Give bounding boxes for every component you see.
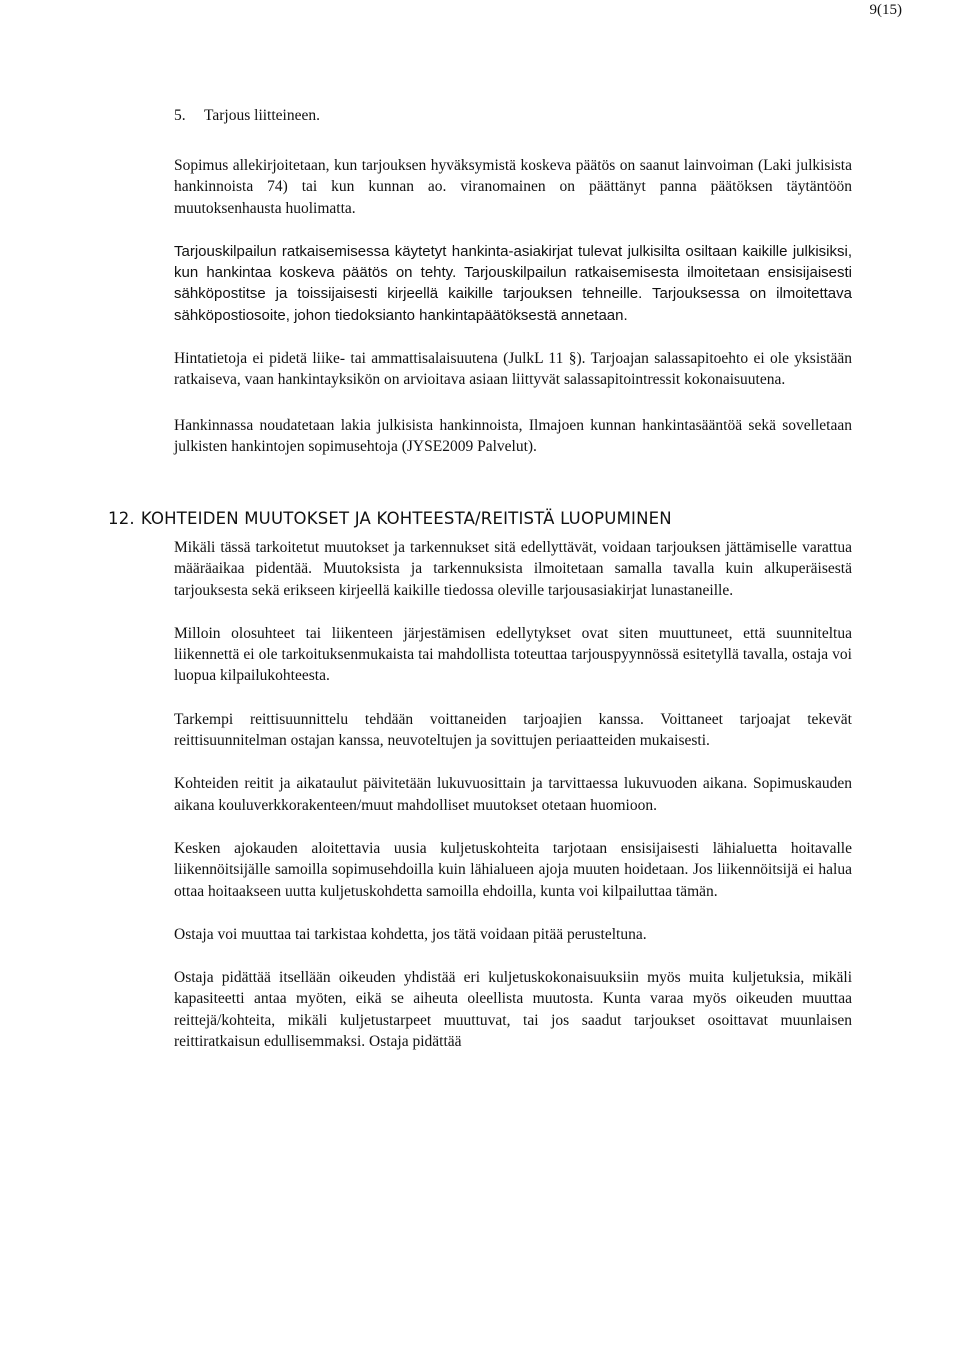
paragraph-price-confidentiality: Hintatietoja ei pidetä liike- tai ammattisalaisuutena (JulkL 11 §). Tarjoajan salassapitoehto ei ole yksistään ratkaiseva, vaan hankintayksikön on arvioitava asiaan liittyvät salassapitointressit kokonaisuutena. xyxy=(174,350,852,389)
paragraph-route-planning: Tarkempi reittisuunnittelu tehdään voittaneiden tarjoajien kanssa. Voittaneet tarjoajat tekevät reittisuunnitelman ostajan kanssa, neuvoteltujen ja sovittujen periaatteiden mukaisesti. xyxy=(174,710,852,750)
paragraph-buyer-changes: Ostaja voi muuttaa tai tarkistaa kohdetta, jos tätä voidaan pitää perusteltuna. xyxy=(174,925,647,943)
paragraph-schedule-updates: Kohteiden reitit ja aikataulut päivitetään lukuvuosittain ja tarvittaessa lukuvuoden aikana. Sopimuskauden aikana kouluverkkorakenteen/muut mahdolliset muutokset otetaan huomioon. xyxy=(174,775,852,814)
section-title: KOHTEIDEN MUUTOKSET JA KOHTEESTA/REITISTÄ LUOPUMINEN xyxy=(140,509,672,528)
page-number: 9(15) xyxy=(869,2,902,18)
section-number: 12. xyxy=(108,509,135,528)
section-body xyxy=(174,537,852,1052)
list-item-number: 5. xyxy=(174,107,186,124)
paragraph-contract-signing: Sopimus allekirjoitetaan, kun tarjouksen hyväksymistä koskeva päätös on saanut lainvoiman (Laki julkisista hankinnoista 74) tai kun kunnan ao. viranomainen on päättänyt panna päätöksen täytäntöön muutoksenhausta huolimatta. xyxy=(174,157,852,217)
paragraph-procurement-documents: Tarjouskilpailun ratkaisemisessa käytetyt hankinta-asiakirjat tulevat julkisilta osiltaan kaikille julkisiksi, kun hankintaa koskeva päätös on tehty. Tarjouskilpailun ratkaisemisesta ilmoitetaan ensisijaisesti sähköpostitse ja toissijaisesti kirjeellä kaikille tarjouksen tehneille. Tarjouksessa on ilmoitettava sähköpostiosoite, johon tiedoksianto hankintapäätöksestä annetaan. xyxy=(174,242,852,324)
paragraph-buyer-rights: Ostaja pidättää itsellään oikeuden yhdistää eri kuljetuskokonaisuuksiin myös muita kuljetuksia, mikäli kapasiteetti antaa myöten, eikä se aiheuta oleellista muutosta. Kunta varaa myös oikeuden muuttaa reittejä/kohteita, mikäli kuljetustarpeet muuttuvat, tai jos saadut tarjoukset osoittavat muunlaisen reittiratkaisun edullisemmaksi. Ostaja pidättää xyxy=(174,969,852,1051)
paragraph-applicable-law: Hankinnassa noudatetaan lakia julkisista hankinnoista, Ilmajoen kunnan hankintasääntöä sekä sovelletaan julkisten hankintojen sopimusehtoja (JYSE2009 Palvelut). xyxy=(174,416,852,455)
paragraph-abandon-route: Milloin olosuhteet tai liikenteen järjestämisen edellytykset ovat siten muuttuneet, että suunniteltua liikennettä ei ole tarkoituksenmukaista tai mahdollista toteuttaa tarjouspyynnössä esitetyllä tavalla, ostaja voi luopua kilpailukohteesta. xyxy=(174,624,852,685)
document-body-top xyxy=(174,105,852,457)
paragraph-new-routes: Kesken ajokauden aloitettavia uusia kuljetuskohteita tarjotaan ensisijaisesti lähialuetta hoitavalle liikennöitsijälle samoilla sopimusehdoilla kuin lähialueen ajoja muuten hoidetaan. Jos liikennöitsijä ei halua ottaa hoitaakseen uutta kuljetuskohdetta samoilla ehdoilla, kunta voi kilpailuttaa tämän. xyxy=(174,839,852,900)
paragraph-deadline-extension: Mikäli tässä tarkoitetut muutokset ja tarkennukset sitä edellyttävät, voidaan tarjouksen jättämiselle varattua määräaikaa pidentää. Muutoksista ja tarkennuksista ilmoitetaan samalla tavalla kuin alkuperäisestä tarjouksesta sekä erikseen kirjeellä kaikille tiedossa oleville tarjousasiakirjat lunastaneille. xyxy=(174,539,852,599)
list-item xyxy=(174,105,852,127)
section-heading xyxy=(108,506,888,532)
list-item-text: Tarjous liitteineen. xyxy=(204,107,320,124)
